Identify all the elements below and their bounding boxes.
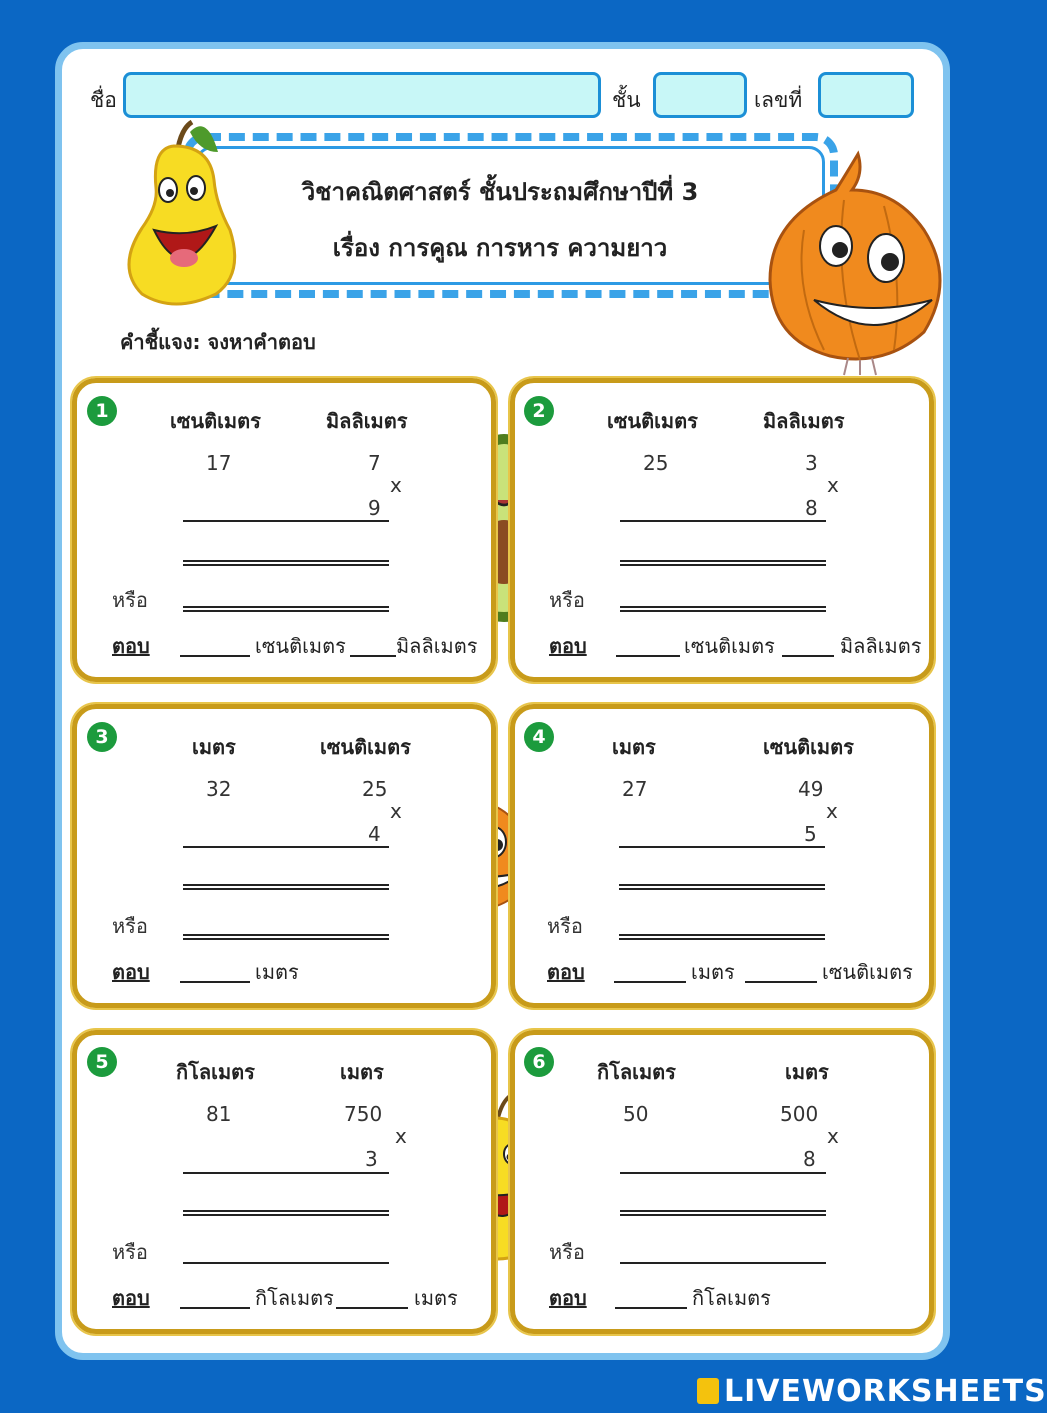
or-label: หรือ bbox=[112, 1240, 148, 1264]
multiplicand-b: 49 bbox=[798, 777, 824, 801]
unit-header-2: เซนติเมตร bbox=[763, 735, 854, 759]
number-label: เลขที่ bbox=[754, 88, 803, 112]
problem-number-badge: 6 bbox=[524, 1047, 554, 1077]
or-label: หรือ bbox=[547, 914, 583, 938]
multiplicand-a: 27 bbox=[622, 777, 648, 801]
answer-line-1[interactable] bbox=[183, 1210, 389, 1216]
product-line bbox=[183, 846, 389, 848]
name-field[interactable] bbox=[123, 72, 601, 118]
answer-blank-2[interactable] bbox=[336, 1307, 408, 1309]
unit-header-1: เซนติเมตร bbox=[170, 409, 261, 433]
answer-line-2[interactable] bbox=[619, 934, 825, 940]
answer-unit-1: เมตร bbox=[255, 960, 299, 984]
times-sign: x bbox=[827, 473, 839, 497]
unit-header-1: กิโลเมตร bbox=[597, 1060, 676, 1084]
number-field[interactable] bbox=[818, 72, 914, 118]
answer-label: ตอบ bbox=[112, 634, 150, 658]
multiplier: 5 bbox=[804, 822, 817, 846]
multiplier: 9 bbox=[368, 496, 381, 520]
product-line bbox=[619, 846, 825, 848]
problem-number-badge: 3 bbox=[87, 722, 117, 752]
unit-header-2: มิลลิเมตร bbox=[763, 409, 845, 433]
unit-header-1: กิโลเมตร bbox=[176, 1060, 255, 1084]
multiplicand-a: 32 bbox=[206, 777, 232, 801]
multiplicand-b: 25 bbox=[362, 777, 388, 801]
instructions: คำชี้แจง: จงหาคำตอบ bbox=[120, 330, 316, 354]
answer-line-2[interactable] bbox=[620, 606, 826, 612]
problem-number-badge: 2 bbox=[524, 396, 554, 426]
problem-number-badge: 5 bbox=[87, 1047, 117, 1077]
times-sign: x bbox=[390, 473, 402, 497]
answer-label: ตอบ bbox=[547, 960, 585, 984]
answer-line-1[interactable] bbox=[183, 884, 389, 890]
multiplicand-a: 17 bbox=[206, 451, 232, 475]
answer-unit-2: มิลลิเมตร bbox=[396, 634, 478, 658]
product-line bbox=[183, 520, 389, 522]
answer-unit-1: กิโลเมตร bbox=[255, 1286, 334, 1310]
answer-line-1[interactable] bbox=[620, 1210, 826, 1216]
multiplicand-a: 50 bbox=[623, 1102, 649, 1126]
multiplier: 8 bbox=[805, 496, 818, 520]
answer-line-2[interactable] bbox=[183, 934, 389, 940]
multiplicand-b: 3 bbox=[805, 451, 818, 475]
or-label: หรือ bbox=[112, 914, 148, 938]
answer-blank-1[interactable] bbox=[180, 1307, 250, 1309]
answer-blank-1[interactable] bbox=[180, 655, 250, 657]
problem-number-badge: 1 bbox=[87, 396, 117, 426]
answer-label: ตอบ bbox=[549, 1286, 587, 1310]
answer-label: ตอบ bbox=[112, 960, 150, 984]
multiplier: 8 bbox=[803, 1147, 816, 1171]
answer-label: ตอบ bbox=[112, 1286, 150, 1310]
multiplicand-b: 500 bbox=[780, 1102, 819, 1126]
multiplicand-b: 750 bbox=[344, 1102, 383, 1126]
answer-line-1[interactable] bbox=[620, 560, 826, 566]
answer-label: ตอบ bbox=[549, 634, 587, 658]
or-label: หรือ bbox=[549, 588, 585, 612]
class-label: ชั้น bbox=[612, 88, 641, 112]
answer-blank-2[interactable] bbox=[782, 655, 834, 657]
product-line bbox=[620, 1172, 826, 1174]
multiplier: 3 bbox=[365, 1147, 378, 1171]
answer-line-2[interactable] bbox=[183, 606, 389, 612]
multiplier: 4 bbox=[368, 822, 381, 846]
multiplicand-a: 25 bbox=[643, 451, 669, 475]
answer-unit-2: มิลลิเมตร bbox=[840, 634, 922, 658]
onion-mascot-icon bbox=[764, 150, 954, 375]
answer-line-2[interactable] bbox=[183, 1262, 389, 1264]
product-line bbox=[620, 520, 826, 522]
class-field[interactable] bbox=[653, 72, 747, 118]
answer-blank-1[interactable] bbox=[616, 655, 680, 657]
pear-mascot-icon bbox=[112, 118, 247, 308]
answer-blank-2[interactable] bbox=[745, 981, 817, 983]
answer-line-1[interactable] bbox=[183, 560, 389, 566]
answer-unit-1: เมตร bbox=[691, 960, 735, 984]
times-sign: x bbox=[390, 799, 402, 823]
answer-line-1[interactable] bbox=[619, 884, 825, 890]
unit-header-2: เมตร bbox=[785, 1060, 829, 1084]
answer-blank-1[interactable] bbox=[615, 1307, 687, 1309]
times-sign: x bbox=[827, 1124, 839, 1148]
problem-number-badge: 4 bbox=[524, 722, 554, 752]
answer-line-2[interactable] bbox=[620, 1262, 826, 1264]
answer-unit-2: เซนติเมตร bbox=[822, 960, 913, 984]
answer-unit-1: เซนติเมตร bbox=[684, 634, 775, 658]
unit-header-2: เมตร bbox=[340, 1060, 384, 1084]
multiplicand-a: 81 bbox=[206, 1102, 232, 1126]
unit-header-1: เซนติเมตร bbox=[607, 409, 698, 433]
unit-header-2: มิลลิเมตร bbox=[326, 409, 408, 433]
times-sign: x bbox=[826, 799, 838, 823]
unit-header-1: เมตร bbox=[192, 735, 236, 759]
unit-header-2: เซนติเมตร bbox=[320, 735, 411, 759]
multiplicand-b: 7 bbox=[368, 451, 381, 475]
answer-unit-1: กิโลเมตร bbox=[692, 1286, 771, 1310]
unit-header-1: เมตร bbox=[612, 735, 656, 759]
answer-blank-2[interactable] bbox=[350, 655, 396, 657]
or-label: หรือ bbox=[112, 588, 148, 612]
times-sign: x bbox=[395, 1124, 407, 1148]
product-line bbox=[183, 1172, 389, 1174]
answer-blank-1[interactable] bbox=[180, 981, 250, 983]
answer-unit-2: เมตร bbox=[414, 1286, 458, 1310]
or-label: หรือ bbox=[549, 1240, 585, 1264]
name-label: ชื่อ bbox=[90, 88, 117, 112]
watermark: LIVEWORKSHEETS bbox=[724, 1374, 1047, 1409]
answer-unit-1: เซนติเมตร bbox=[255, 634, 346, 658]
answer-blank-1[interactable] bbox=[614, 981, 686, 983]
liveworksheets-logo-icon bbox=[697, 1378, 719, 1404]
title-line-1: วิชาคณิตศาสตร์ ชั้นประถมศึกษาปีที่ 3 bbox=[301, 178, 699, 206]
title-line-2: เรื่อง การคูณ การหาร ความยาว bbox=[332, 234, 668, 262]
